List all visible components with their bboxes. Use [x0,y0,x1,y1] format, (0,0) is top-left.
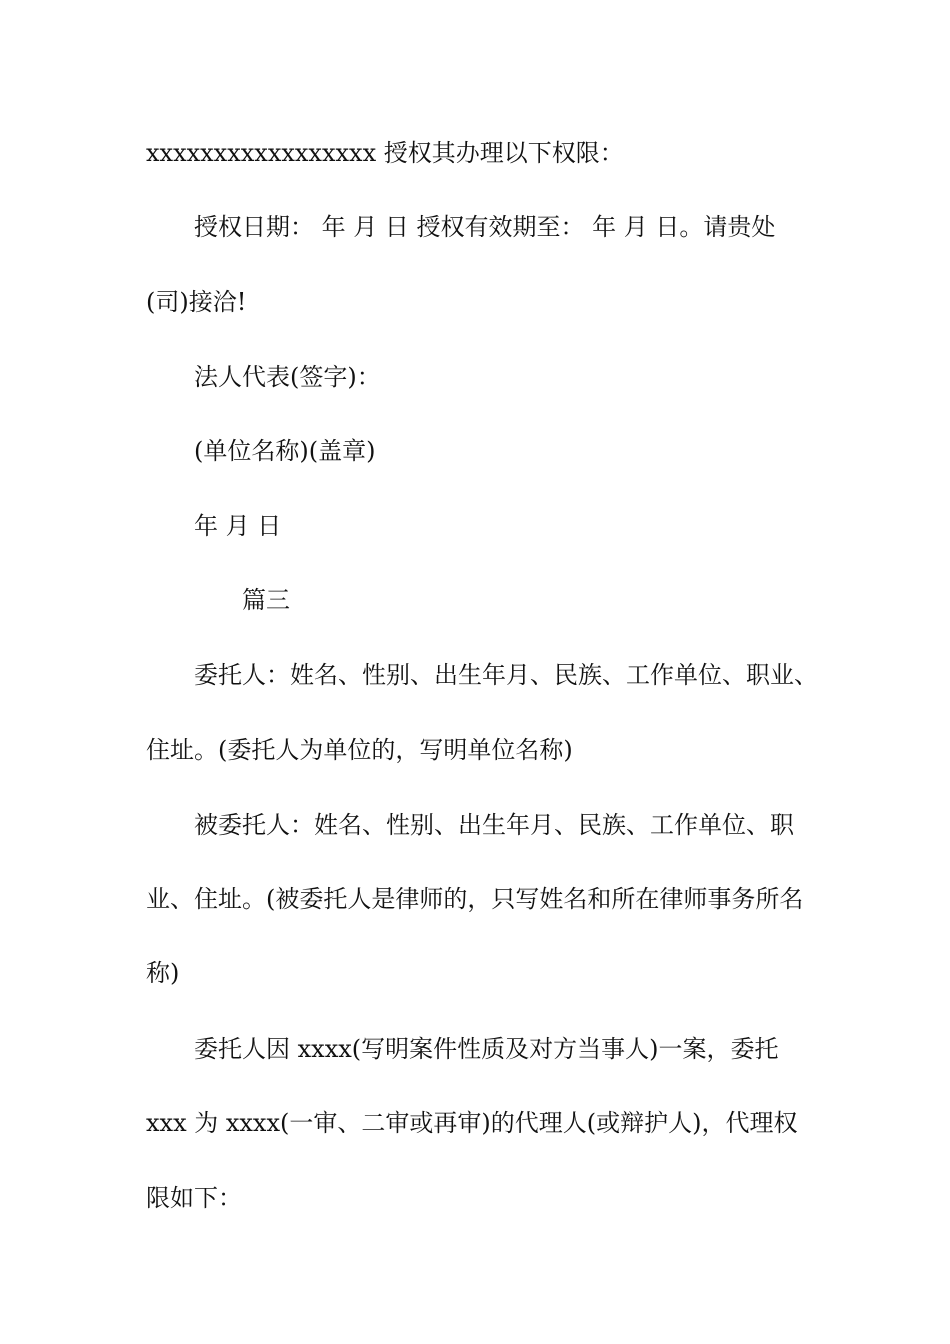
text-line-contact: (司)接洽! [146,288,247,316]
text-line-case-cont-2: 限如下： [146,1184,242,1212]
text-line-grant-scope: xxxxxxxxxxxxxxxxx 授权其办理以下权限： [146,139,624,167]
text-line-principal-cont: 住址。(委托人为单位的，写明单位名称) [146,736,573,764]
text-line-legal-rep-signature: 法人代表(签字)： [194,363,381,391]
text-line-agent-cont: 业、住址。(被委托人是律师的，只写姓名和所在律师事务所名 [146,885,804,913]
text-line-case: 委托人因 xxxx(写明案件性质及对方当事人)一案，委托 [194,1035,779,1063]
text-line-date: 年 月 日 [194,512,282,540]
text-line-principal: 委托人：姓名、性别、出生年月、民族、工作单位、职业、 [194,661,818,689]
text-line-agent-cont-2: 称) [146,959,180,987]
section-heading: 篇三 [242,586,290,614]
text-line-case-cont: xxx 为 xxxx(一审、二审或再审)的代理人(或辩护人)，代理权 [146,1109,798,1137]
text-line-grant-date: 授权日期： 年 月 日 授权有效期至： 年 月 日。请贵处 [194,213,776,241]
text-line-unit-seal: (单位名称)(盖章) [194,437,376,465]
text-line-agent: 被委托人：姓名、性别、出生年月、民族、工作单位、职 [194,811,794,839]
